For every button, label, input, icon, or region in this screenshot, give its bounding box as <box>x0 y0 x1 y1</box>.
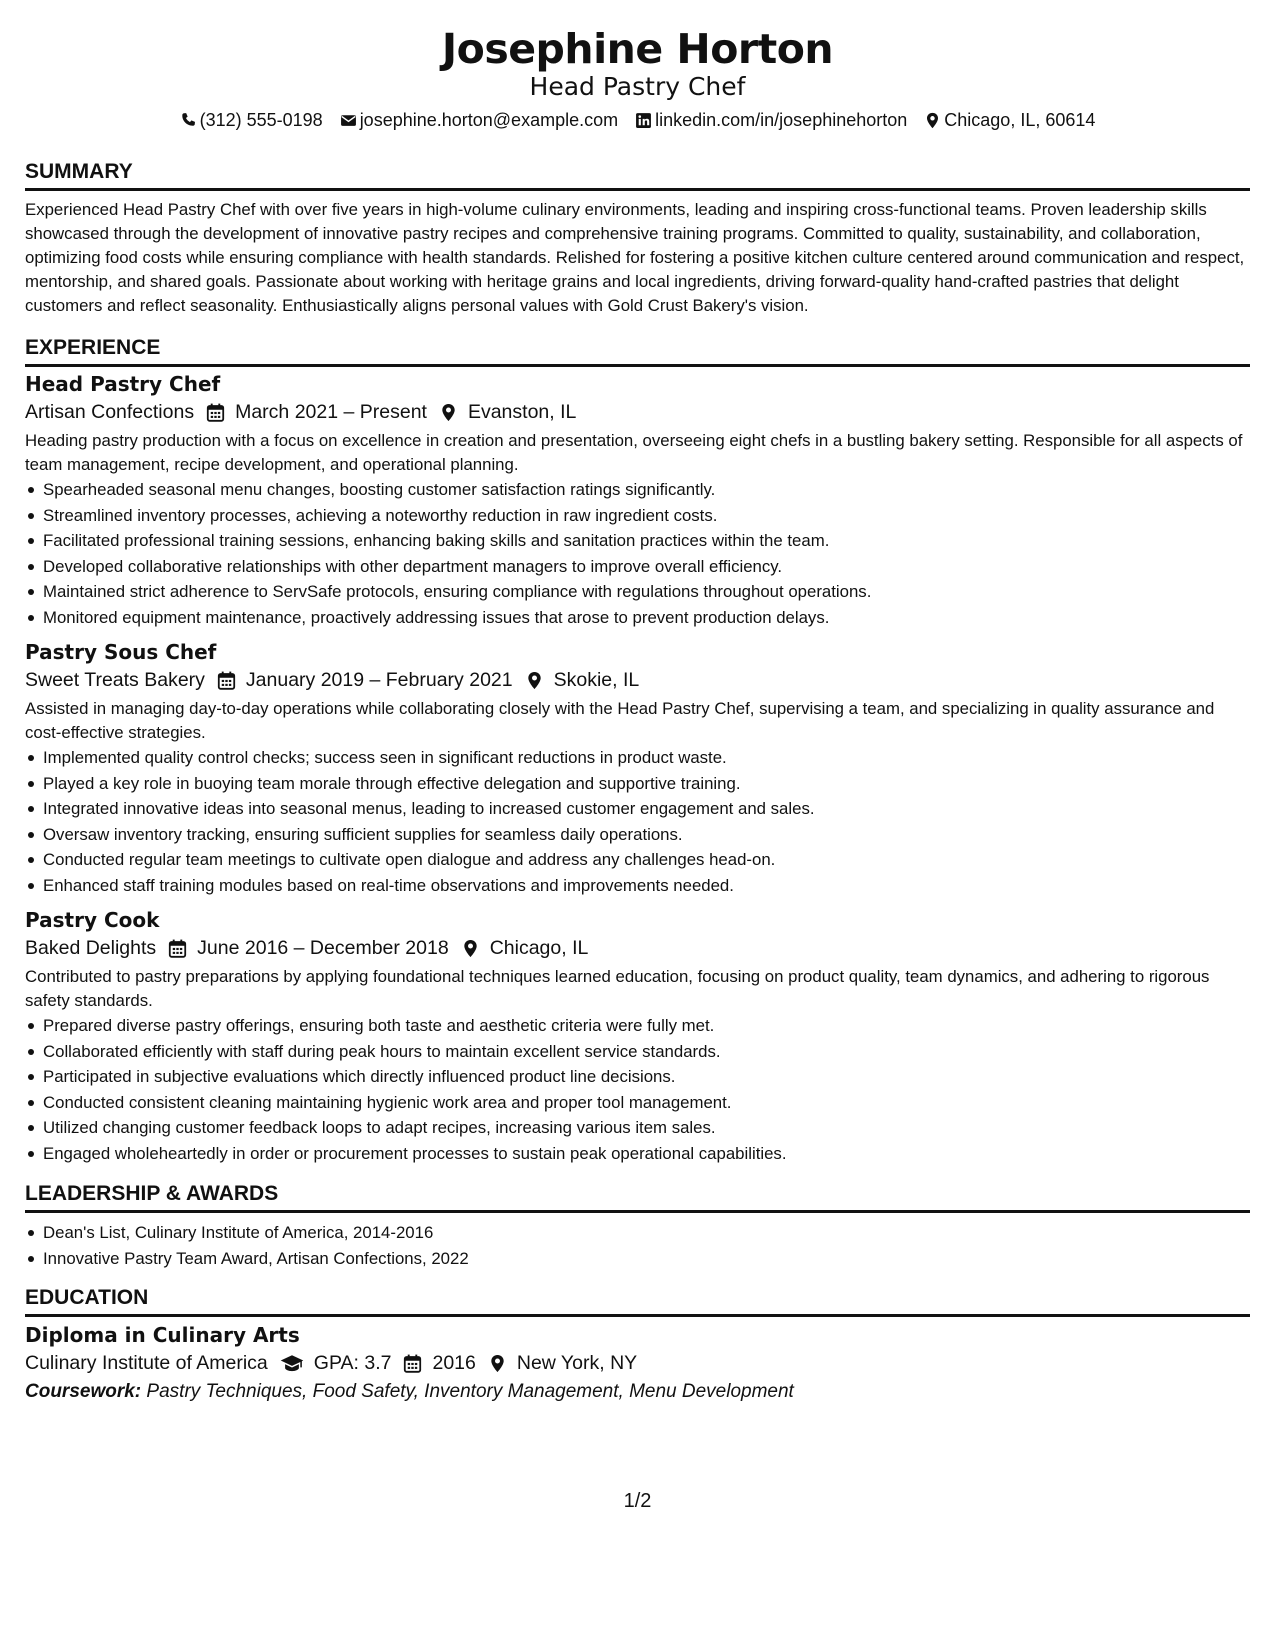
experience-heading: EXPERIENCE <box>25 335 1250 367</box>
summary-text: Experienced Head Pastry Chef with over five years in high-volume culinary environments, leading and inspiring cross-functional teams. Proven leadership skills showcased through the development of innovative pastry recipes and comprehensive training programs. Committed to quality, sustainability, and collaboration, optimizing food costs while ensuring compliance with health standards. Relished for fostering a positive kitchen culture centered around communication and respect, mentorship, and shared goals. Passionate about working with heritage grains and local ingredients, driving forward-quality hand-crafted pastries that delight customers and reflect seasonality. Enthusiastically aligns personal values with Gold Crust Bakery's vision. <box>25 200 1245 315</box>
list-item: Dean's List, Culinary Institute of America, 2014-2016 <box>25 1220 1250 1246</box>
job-meta <box>25 665 1250 695</box>
list-item: Monitored equipment maintenance, proactively addressing issues that arose to prevent production delays. <box>25 605 1250 631</box>
leadership-heading: LEADERSHIP & AWARDS <box>25 1181 1250 1213</box>
education-meta <box>25 1348 1250 1378</box>
resume-header <box>25 24 1250 132</box>
list-item: Spearheaded seasonal menu changes, boosting customer satisfaction ratings significantly. <box>25 477 1250 503</box>
list-item: Innovative Pastry Team Award, Artisan Confections, 2022 <box>25 1246 1250 1272</box>
job-entry <box>25 639 1250 898</box>
list-item: Oversaw inventory tracking, ensuring sufficient supplies for seamless daily operations. <box>25 822 1250 848</box>
job-description: Heading pastry production with a focus on excellence in creation and presentation, overseeing eight chefs in a bustling bakery setting. Responsible for all aspects of team management, recipe development, and operational planning. <box>25 431 1243 474</box>
list-item: Participated in subjective evaluations which directly influenced product line decisions. <box>25 1064 1250 1090</box>
job-description: Contributed to pastry preparations by applying foundational techniques learned education, focusing on product quality, team dynamics, and adhering to rigorous safety standards. <box>25 967 1210 1010</box>
list-item: Integrated innovative ideas into seasonal menus, leading to increased customer engagement and sales. <box>25 796 1250 822</box>
map-pin-icon <box>525 671 544 690</box>
job-meta <box>25 397 1250 427</box>
map-pin-icon <box>488 1354 507 1373</box>
leadership-section <box>25 1181 1250 1271</box>
job-company: Sweet Treats Bakery <box>25 669 205 691</box>
job-entry <box>25 371 1250 630</box>
job-company: Baked Delights <box>25 937 157 959</box>
summary-section <box>25 159 1250 318</box>
list-item: Prepared diverse pastry offerings, ensuring both taste and aesthetic criteria were fully met. <box>25 1013 1250 1039</box>
list-item: Collaborated efficiently with staff during peak hours to maintain excellent service standards. <box>25 1039 1250 1065</box>
calendar-icon <box>168 939 187 958</box>
job-description: Assisted in managing day-to-day operations while collaborating closely with the Head Pastry Chef, supervising a team, and specializing in quality assurance and cost-effective strategies. <box>25 699 1215 742</box>
coursework-text: Pastry Techniques, Food Safety, Inventory Management, Menu Development <box>146 1381 794 1402</box>
coursework-label: Coursework: <box>25 1381 142 1402</box>
gpa-text: GPA: 3.7 <box>313 1352 392 1374</box>
summary-heading: SUMMARY <box>25 159 1250 191</box>
job-location: Evanston, IL <box>467 401 577 423</box>
graduation-cap-icon <box>280 1354 304 1373</box>
job-title: Head Pastry Chef <box>25 372 221 396</box>
page-number: 1/2 <box>623 1490 652 1512</box>
contact-email[interactable] <box>340 108 618 132</box>
degree-title: Diploma in Culinary Arts <box>25 1323 300 1347</box>
linkedin-icon <box>635 112 652 129</box>
job-dates: January 2019 – February 2021 <box>245 669 513 691</box>
job-bullets <box>25 477 1250 630</box>
education-section <box>25 1285 1250 1406</box>
contact-phone[interactable] <box>180 108 323 132</box>
map-pin-icon <box>439 403 458 422</box>
list-item: Developed collaborative relationships with other department managers to improve overall efficiency. <box>25 554 1250 580</box>
job-bullets <box>25 1013 1250 1166</box>
map-pin-icon <box>924 112 941 129</box>
job-dates: June 2016 – December 2018 <box>197 937 449 959</box>
job-dates: March 2021 – Present <box>235 401 427 423</box>
map-pin-icon <box>461 939 480 958</box>
job-location: Chicago, IL <box>489 937 589 959</box>
job-bullets <box>25 745 1250 898</box>
job-meta <box>25 933 1250 963</box>
envelope-icon <box>340 112 357 129</box>
calendar-icon <box>206 403 225 422</box>
list-item: Conducted regular team meetings to cultivate open dialogue and address any challenges head-on. <box>25 847 1250 873</box>
job-company: Artisan Confections <box>25 401 195 423</box>
leadership-list <box>25 1220 1250 1271</box>
candidate-title: Head Pastry Chef <box>529 72 746 101</box>
calendar-icon <box>217 671 236 690</box>
phone-icon <box>180 112 197 129</box>
job-title: Pastry Sous Chef <box>25 640 217 664</box>
school-location: New York, NY <box>516 1352 638 1374</box>
calendar-icon <box>403 1354 422 1373</box>
job-entry <box>25 907 1250 1166</box>
list-item: Maintained strict adherence to ServSafe protocols, ensuring compliance with regulations throughout operations. <box>25 579 1250 605</box>
list-item: Engaged wholeheartedly in order or procurement processes to sustain peak operational capabilities. <box>25 1141 1250 1167</box>
list-item: Facilitated professional training sessions, enhancing baking skills and sanitation practices within the team. <box>25 528 1250 554</box>
phone-text: (312) 555-0198 <box>199 110 323 130</box>
experience-section <box>25 335 1250 1166</box>
list-item: Utilized changing customer feedback loops to adapt recipes, increasing various item sales. <box>25 1115 1250 1141</box>
graduation-year: 2016 <box>432 1352 476 1374</box>
list-item: Conducted consistent cleaning maintaining hygienic work area and proper tool management. <box>25 1090 1250 1116</box>
education-heading: EDUCATION <box>25 1285 1250 1317</box>
linkedin-text: linkedin.com/in/josephinehorton <box>655 110 908 130</box>
job-location: Skokie, IL <box>553 669 640 691</box>
resume-page <box>25 24 1250 1406</box>
list-item: Enhanced staff training modules based on real-time observations and improvements needed. <box>25 873 1250 899</box>
contact-linkedin[interactable] <box>635 108 907 132</box>
list-item: Streamlined inventory processes, achieving a noteworthy reduction in raw ingredient costs. <box>25 503 1250 529</box>
coursework-line <box>25 1378 1250 1406</box>
location-text: Chicago, IL, 60614 <box>944 110 1096 130</box>
contact-location <box>924 108 1095 132</box>
email-text: josephine.horton@example.com <box>359 110 619 130</box>
school-name: Culinary Institute of America <box>25 1352 268 1374</box>
candidate-name: Josephine Horton <box>441 25 834 73</box>
list-item: Implemented quality control checks; success seen in significant reductions in product waste. <box>25 745 1250 771</box>
list-item: Played a key role in buoying team morale through effective delegation and supportive training. <box>25 771 1250 797</box>
contact-line <box>25 108 1250 132</box>
job-title: Pastry Cook <box>25 908 160 932</box>
